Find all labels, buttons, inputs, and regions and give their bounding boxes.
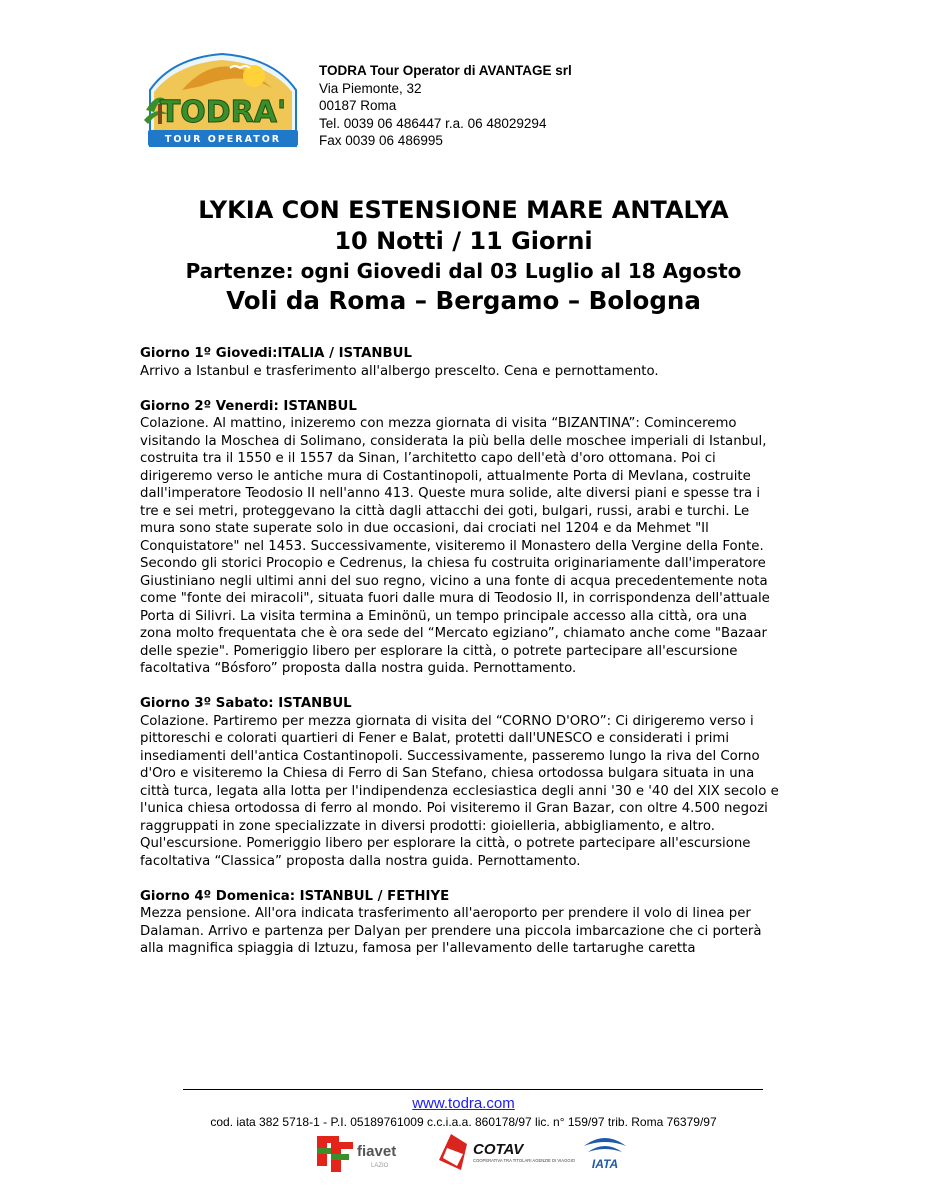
day-heading: Giorno 4º Domenica: ISTANBUL / FETHIYE <box>140 888 450 904</box>
fiavet-region: LAZIO <box>371 1163 389 1169</box>
cotav-tagline: COOPERATIVA TRA TITOLARI AGENZIE DI VIAGGIO <box>473 1158 575 1163</box>
footer-divider <box>183 1089 763 1090</box>
iata-wordmark: IATA <box>591 1157 619 1171</box>
fax-number: Fax 0039 06 486995 <box>319 133 443 148</box>
cotav-logo <box>437 1132 575 1172</box>
website-link[interactable]: www.todra.com <box>412 1095 515 1112</box>
day-description: Mezza pensione. All'ora indicata trasferimento all'aeroporto per prendere il volo di linea per Dalaman. Arrivo e partenza per Dalyan per prendere una piccola imbarcazione che ci porterà alla magnifica spiaggia di Iztuzu, famosa per l'allevamento delle tartarughe caretta <box>140 906 762 956</box>
day-heading: Giorno 3º Sabato: ISTANBUL <box>140 696 352 711</box>
tour-departures: Partenze: ogni Giovedi dal 03 Luglio al 18 Agosto <box>185 259 742 283</box>
company-name: TODRA Tour Operator di AVANTAGE srl <box>319 63 572 78</box>
cotav-wordmark: COTAV <box>473 1141 524 1158</box>
day-heading: Giorno 2º Venerdi: ISTANBUL <box>140 398 357 414</box>
company-info <box>319 62 572 150</box>
day-description: Arrivo a Istanbul e trasferimento all'albergo prescelto. Cena e pernottamento. <box>140 363 659 379</box>
itinerary-day-2 <box>140 398 780 678</box>
logo-subtext: TOUR OPERATOR <box>164 134 282 145</box>
day-description: Colazione. Al mattino, inizeremo con mezza giornata di visita “BIZANTINA”: Cominceremo visitando la Moschea di Solimano, considerata la più bella delle moschee imperiali di Istanbul, costruita tra il 1550 e il 1557 da Sinan, l’architetto capo dell'età d'oro ottomana. Poi ci dirigeremo verso le antiche mura di Costantinopoli, attualmente Porta di Mevlana, costruite dall'imperatore Teodosio II nell'anno 413. Queste mura solide, alte diversi piani e spesse tra i tre e sei metri, proteggevano la città dagli attacchi dei goti, bulgari, russi, arabi e turchi. Le mura sono state superate solo in due occasioni, dai crociati nel 1204 e da Mehmet "Il Conquistatore" nel 1453. Successivamente, visiteremo il Monastero della Vergine della Fonte. Secondo gli storici Procopio e Cedrenus, la chiesa fu costruita originariamente dall'imperatore Giustiniano negli ultimi anni del suo regno, vicino a una fonte di acqua precedentemente nota come "fonte dei miracoli", situata fuori dalle mura di Teodosio II, in corrispondenza dell'attuale Porta di Silivri. La visita termina a Eminönü, un tempo principale accesso alla città, ora una zona molto frequentata che è ora sede del “Mercato egiziano”, chiamato anche come "Bazaar delle spezie". Pomeriggio libero per esplorare la città, o potrete partecipare all'escursione facoltativa “Bósforo” proposta dalla nostra guida. Pernottamento. <box>140 416 770 676</box>
fiavet-wordmark: fiavet <box>357 1143 397 1160</box>
fiavet-logo <box>315 1132 407 1172</box>
itinerary-day-1 <box>140 345 780 380</box>
itinerary <box>140 345 780 975</box>
tour-title: LYKIA CON ESTENSIONE MARE ANTALYA <box>198 196 729 224</box>
legal-info: cod. iata 382 5718-1 - P.I. 05189761009 c.c.i.a.a. 860178/97 lic. n° 159/97 trib. Roma 76379/97 <box>210 1115 717 1129</box>
phone-number: Tel. 0039 06 486447 r.a. 06 48029294 <box>319 115 547 131</box>
itinerary-day-3 <box>140 695 780 870</box>
iata-logo <box>580 1132 630 1172</box>
address-city: 00187 Roma <box>319 98 397 113</box>
day-heading: Giorno 1º Giovedi:ITALIA / ISTANBUL <box>140 346 412 361</box>
tour-duration: 10 Notti / 11 Giorni <box>334 227 593 255</box>
day-description: Colazione. Partiremo per mezza giornata di visita del “CORNO D'ORO”: Ci dirigeremo verso i pittoreschi e colorati quartieri di Fener e Balat, protetti dall'UNESCO e considerati i primi insediamenti dell'antica Costantinopoli. Successivamente, passeremo lungo la riva del Corno d'Oro e visiteremo la Chiesa di Ferro di San Stefano, chiesa ortodossa bulgara situata in una città turca, legata alla lotta per l'indipendenza ecclesiastica degli anni '30 e '40 del XIX secolo e l'unica chiesa ortodossa di ferro al mondo. Poi visiteremo il Gran Bazar, con oltre 4.500 negozi raggruppati in zone specializzate in diversi prodotti: gioielleria, abbigliamento, e altro. Qul'escursione. Pomeriggio libero per esplorare la città, o potrete partecipare all'escursione facoltativa “Classica” proposta dalla nostra guida. Pernottamento. <box>140 713 779 869</box>
address-street: Via Piemonte, 32 <box>319 80 422 96</box>
logo-wordmark: TODRA' <box>159 95 287 130</box>
todra-logo <box>142 50 304 150</box>
tour-title-block <box>0 195 927 317</box>
tour-flights: Voli da Roma – Bergamo – Bologna <box>226 286 701 315</box>
itinerary-day-4 <box>140 888 780 958</box>
